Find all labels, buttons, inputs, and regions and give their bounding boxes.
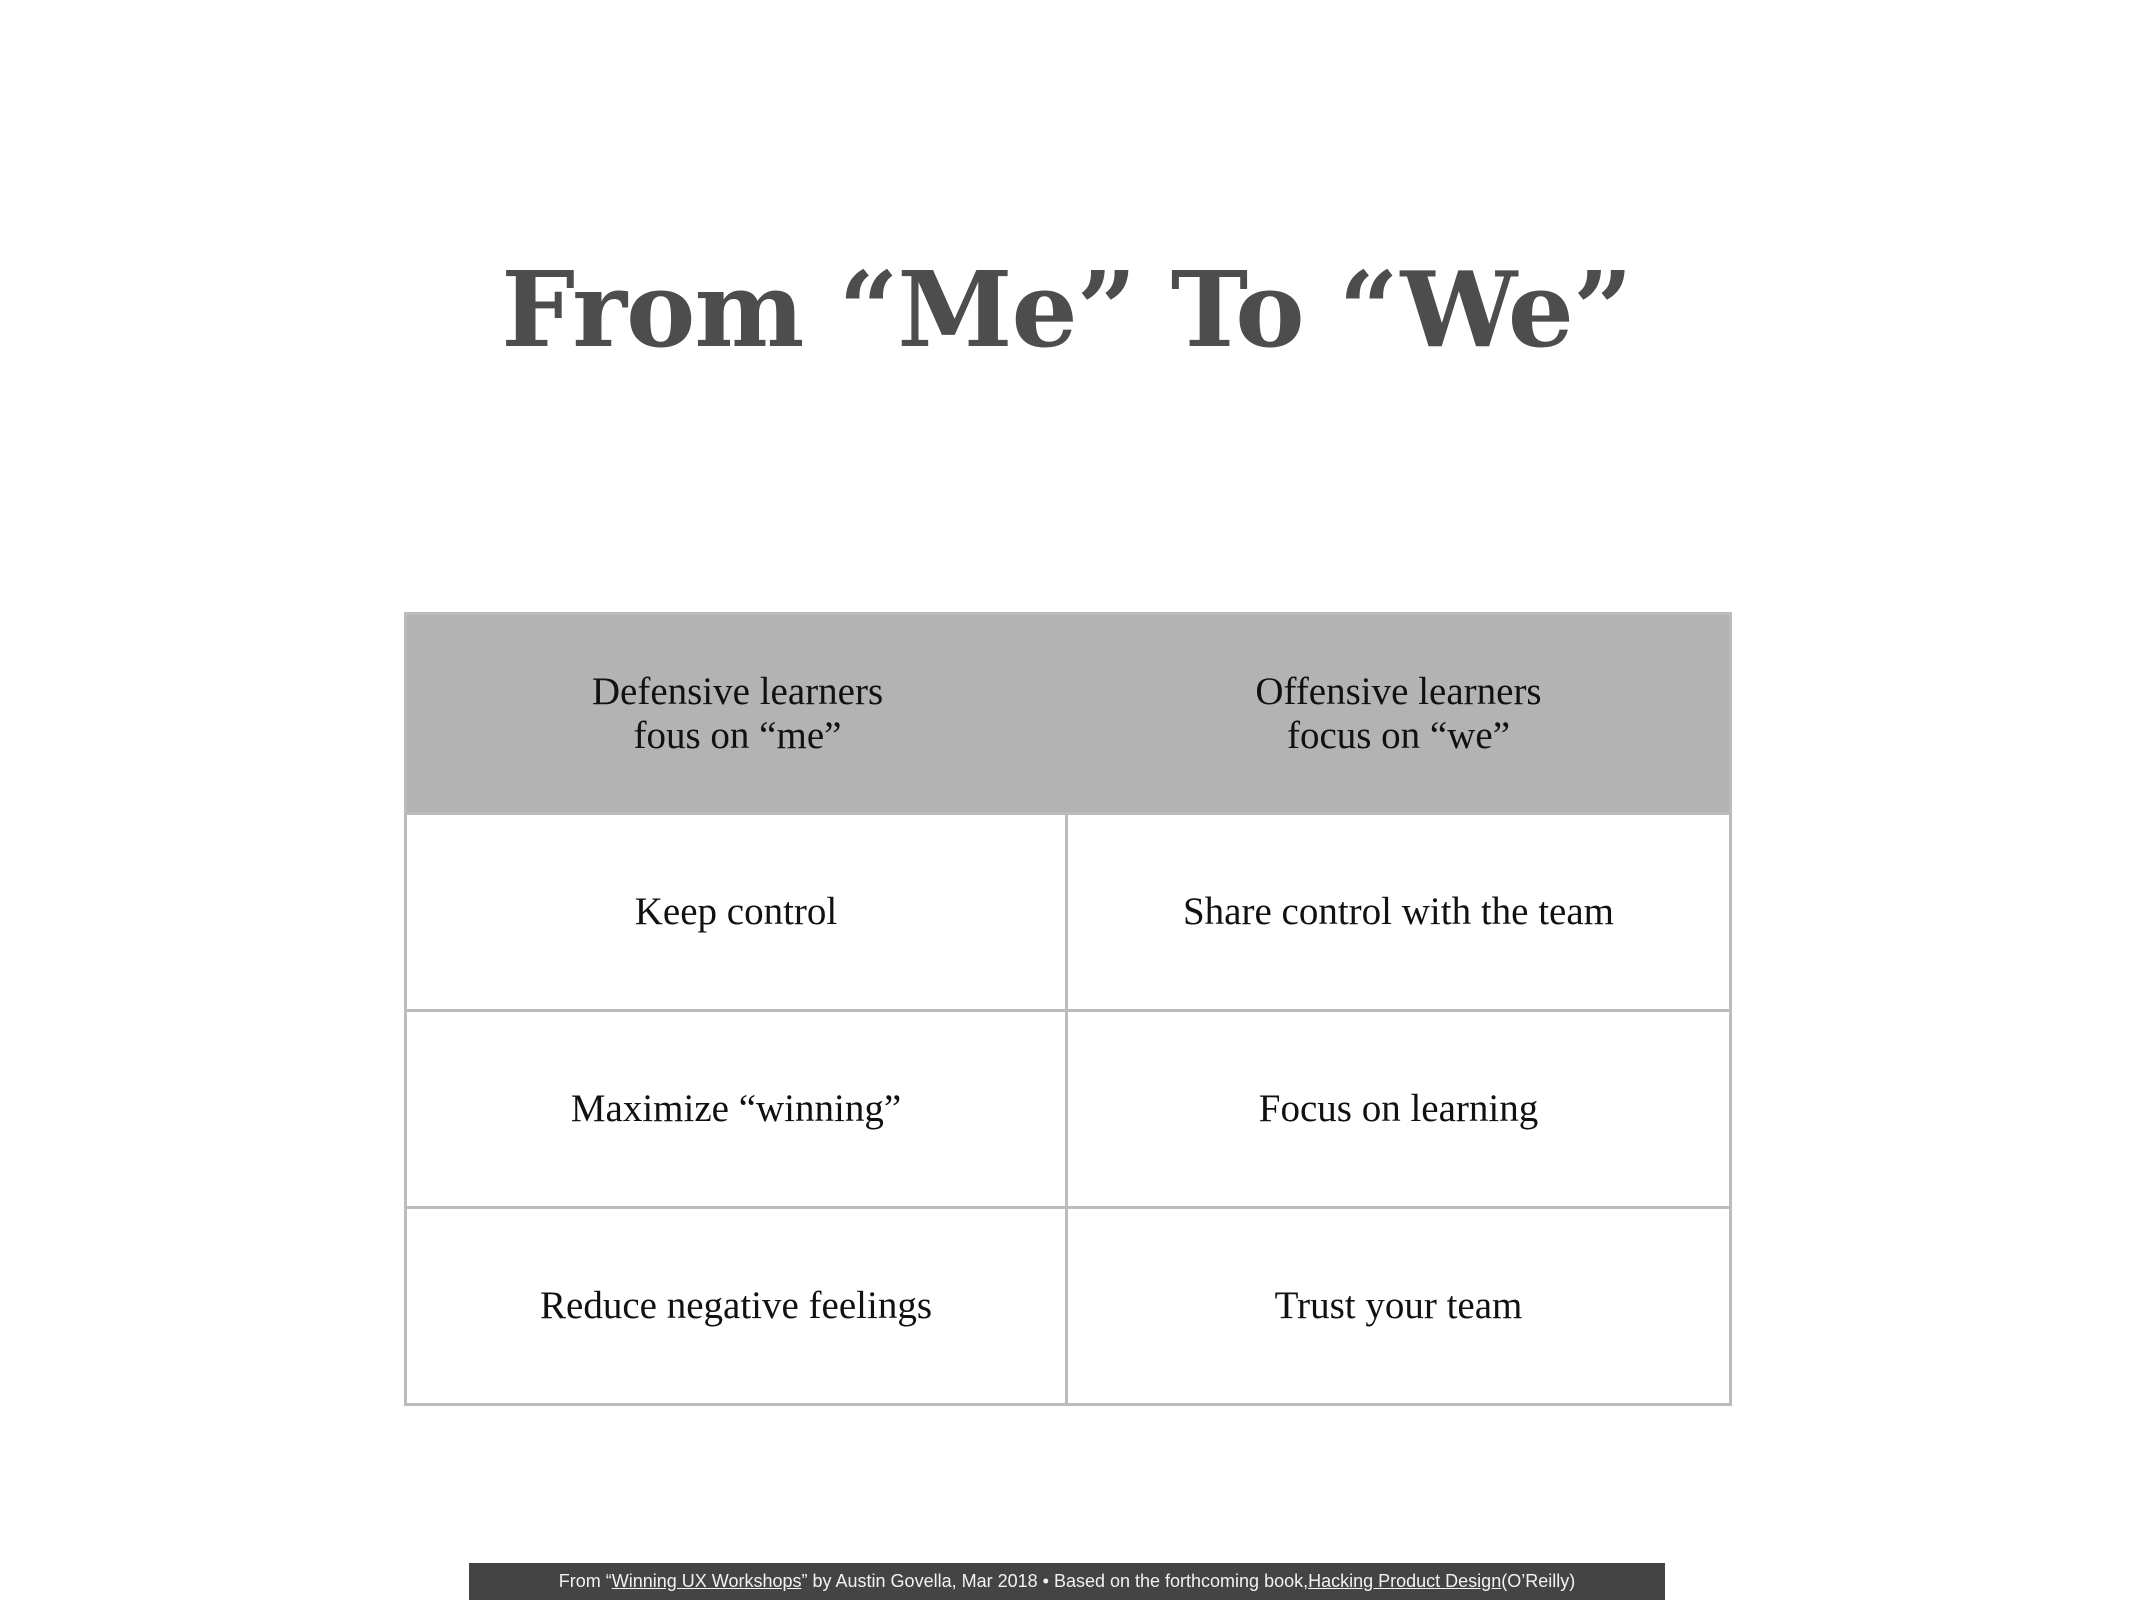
workshop-link[interactable]: Winning UX Workshops [611,1571,802,1591]
table-header-defensive [407,615,1068,812]
header-label: Offensive learners focus on “we” [1255,669,1542,757]
footer-text: (O’Reilly) [1501,1571,1576,1591]
table-cell: Maximize “winning” [407,1009,1068,1206]
comparison-table [404,612,1732,1406]
slide-title: From “Me” To “We” [501,248,1632,371]
table-cell: Reduce negative feelings [407,1206,1068,1403]
footer-text: ” by Austin Govella, Mar 2018 • Based on the forthcoming book, [801,1571,1309,1591]
book-link[interactable]: Hacking Product Design [1308,1571,1502,1591]
footer-text: From “ [558,1571,612,1591]
table-header-offensive [1068,615,1729,812]
footer-credit-bar [469,1563,1665,1600]
table-cell: Keep control [407,812,1068,1009]
header-label: Defensive learners fous on “me” [591,669,884,757]
table-cell: Trust your team [1068,1206,1729,1403]
table-cell: Share control with the team [1068,812,1729,1009]
table-cell: Focus on learning [1068,1009,1729,1206]
